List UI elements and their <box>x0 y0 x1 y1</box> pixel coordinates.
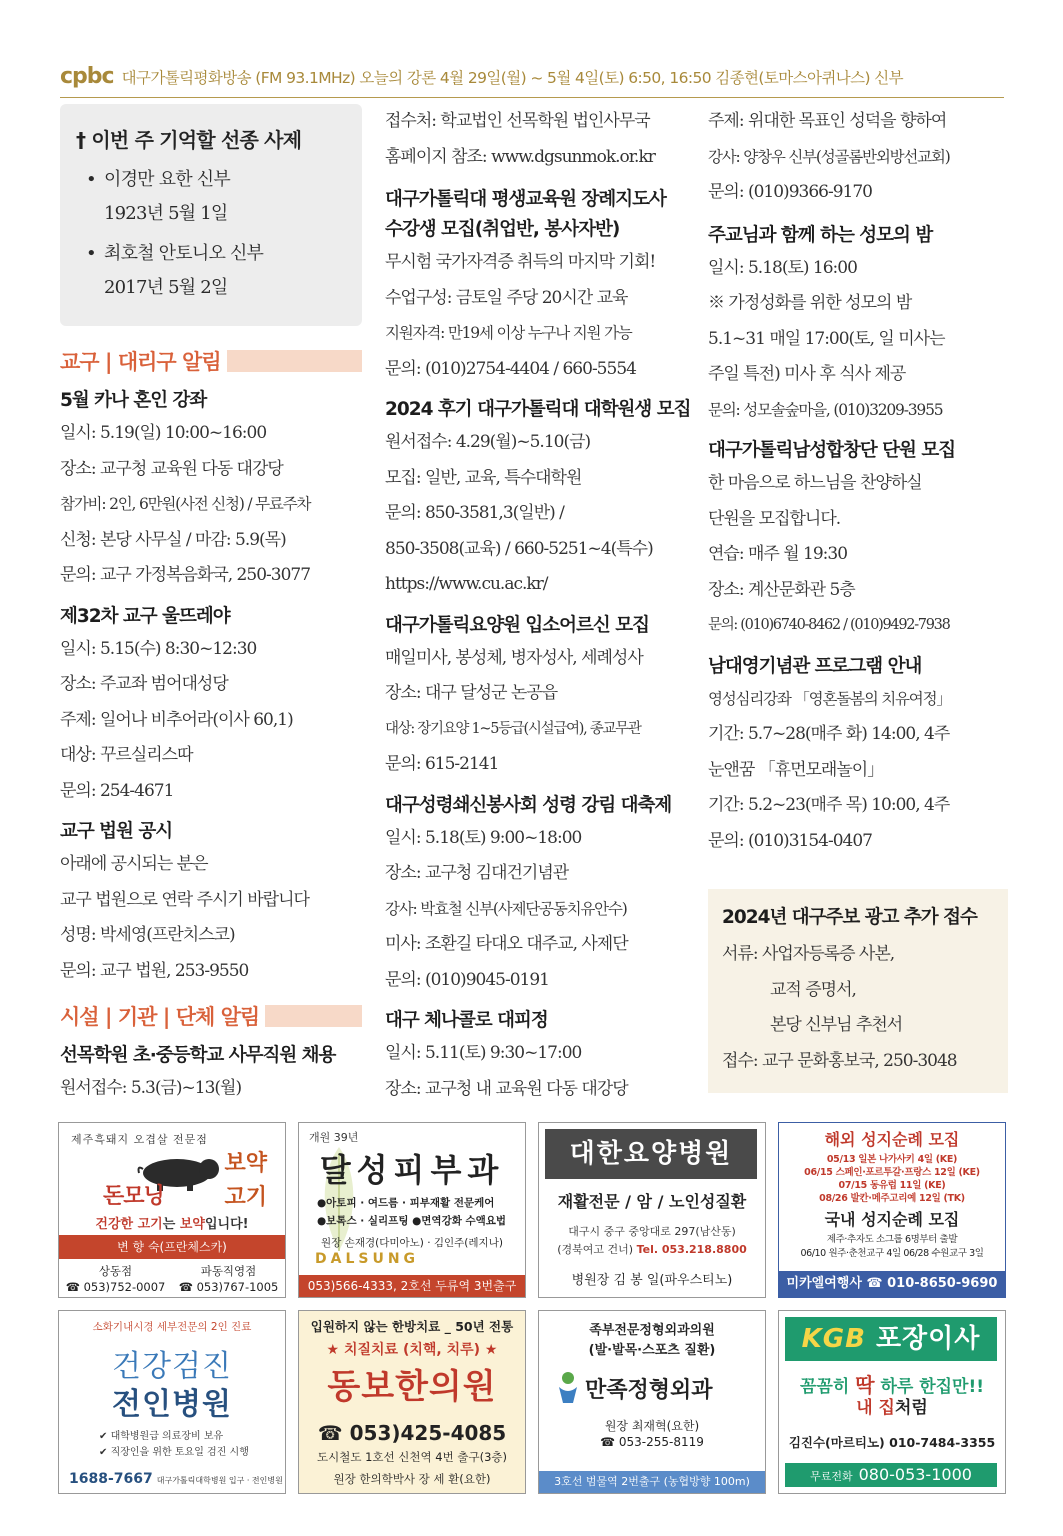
notice-line: 교적 증명서, <box>770 979 856 1000</box>
slogan-part: 보약 <box>179 1217 205 1232</box>
ad-tagline: 소화기내시경 세부전문의 2인 진료 <box>92 1321 252 1333</box>
notice-line: 원서접수: 5.3(금)~13(월) <box>60 1078 242 1098</box>
notice-line: 홈페이지 참조: www.dgsunmok.or.kr <box>385 146 655 167</box>
notice-line: 교구 법원으로 연락 주시기 바랍니다 <box>60 889 309 910</box>
ad-hospital-name: 전인병원 <box>112 1387 232 1422</box>
notice-line: 주일 특전) 미사 후 식사 제공 <box>708 364 906 384</box>
ad-trip: 08/26 발칸·메주고리예 12일 (TK) <box>819 1193 965 1204</box>
ad-moving-company[interactable] <box>778 1310 1006 1494</box>
ad-director: 원장 최재혁(요한) <box>604 1419 700 1433</box>
notice-line: 단원을 모집합니다. <box>708 508 841 529</box>
ad-oriental-clinic[interactable] <box>298 1310 526 1494</box>
page-header <box>60 56 1004 98</box>
slogan-part: 는 <box>162 1217 180 1232</box>
ad-since: 개원 39년 <box>309 1131 359 1144</box>
notice-line: 문의: 850-3581,3(일반) / <box>385 503 564 523</box>
slogan-part: 딱 <box>855 1373 875 1397</box>
ad-owner: 변 향 숙(프란체스카) <box>59 1235 285 1259</box>
branch-tel: ☎ 053)752-0007 <box>65 1280 166 1294</box>
notice-line: 본당 신부님 추천서 <box>770 1015 903 1035</box>
notice-line: 문의: (010)6740-8462 / (010)9492-7938 <box>708 617 950 633</box>
section-header-facility <box>60 999 362 1033</box>
foot-logo-icon <box>555 1371 581 1405</box>
section-title: 교구 | 대리구 알림 <box>60 350 221 374</box>
notice-line: 문의: 254-4671 <box>60 780 174 801</box>
ad-orthopedic[interactable] <box>538 1310 766 1494</box>
notice-line: 장소: 계산문화관 5층 <box>708 579 855 600</box>
ad-trip: 07/15 동유럽 11일 (KE) <box>838 1180 946 1191</box>
memorial-name: • 최호철 안토니오 신부 <box>104 243 264 264</box>
ad-title: 해외 성지순례 모집 <box>824 1130 960 1149</box>
ad-contact: 053)566-4333, 2호선 두류역 3번출구 <box>299 1275 525 1297</box>
notice-line: 문의: (010)2754-4404 / 660-5554 <box>385 358 636 379</box>
notice-line: 한 마음으로 하느님을 찬양하실 <box>708 473 922 493</box>
ad-clinic-name: 만족정형외과 <box>585 1378 713 1403</box>
notice-line: 서류: 사업자등록증 사본, <box>722 944 895 964</box>
notice-line: 일시: 5.11(토) 9:30~17:00 <box>385 1043 582 1063</box>
notice-line: 일시: 5.19(일) 10:00~16:00 <box>60 423 267 443</box>
notice-line: 눈앤꿈 「휴먼모래놀이」 <box>708 759 884 780</box>
ad-hospital-name: 대한요양병원 <box>545 1129 757 1179</box>
ad-owner: 김진수(마르티노) 010-7484-3355 <box>788 1435 996 1450</box>
notice-line: 일시: 5.15(수) 8:30~12:30 <box>60 638 257 659</box>
slogan-part: 입니다! <box>204 1217 249 1232</box>
ad-trip: 05/13 일본 나가사키 4일 (KE) <box>826 1154 958 1165</box>
notice-title: 선목학원 초·중등학교 사무직원 채용 <box>60 1045 336 1066</box>
address-part: (경북여고 건너) <box>557 1243 637 1256</box>
ad-location: 도시철도 1호선 신천역 4번 출구(3층) <box>317 1450 507 1464</box>
slogan-part: 내 집 <box>856 1398 895 1418</box>
ad-notice-box <box>708 889 1008 1093</box>
notice-line: 850-3508(교육) / 660-5251~4(특수) <box>385 538 653 559</box>
slogan-part: 하루 한집만!! <box>874 1377 984 1397</box>
memorial-date: 1923년 5월 1일 <box>104 203 228 224</box>
ad-director: 원장 한의학박사 장 세 환(요한) <box>333 1472 491 1486</box>
ad-address <box>539 1241 765 1257</box>
ad-tagline: 족부전문정형외과의원 <box>589 1323 715 1338</box>
ad-feature <box>99 1443 249 1458</box>
notice-line: 모집: 일반, 교육, 특수대학원 <box>385 467 582 488</box>
slogan-part: 처럼 <box>894 1398 928 1418</box>
notice-title: 대구성령쇄신봉사회 성령 강림 대축제 <box>385 794 672 816</box>
notice-title: 교구 법원 공시 <box>60 821 173 842</box>
notice-line: 일시: 5.18(토) 9:00~18:00 <box>385 827 582 848</box>
notice-line: 문의: (010)9366-9170 <box>708 182 872 202</box>
slogan-part: 꼼꼼히 <box>800 1377 856 1397</box>
ad-tagline: 입원하지 않는 한방치료 _ 50년 전통 <box>310 1319 514 1334</box>
notice-line: 참가비: 2인, 6만원(사전 신청) / 무료주차 <box>60 495 311 513</box>
free-call-tel: 080-053-1000 <box>858 1465 972 1484</box>
notice-line: 미사: 조환길 타대오 대주교, 사제단 <box>385 934 628 954</box>
memorial-item <box>76 163 346 231</box>
ad-slogan <box>59 1213 285 1232</box>
notice-line: 문의: (010)9045-0191 <box>385 969 549 990</box>
ad-doctors: 원장 손재경(다미아노) · 김인주(레지나) <box>321 1237 503 1249</box>
notice-title: 대구가톨릭요양원 입소어르신 모집 <box>385 614 649 636</box>
brand-rest: 포장이사 <box>865 1324 981 1354</box>
notice-line: 연습: 매주 월 19:30 <box>708 544 848 564</box>
contact-tel: 1688-7667 <box>69 1471 153 1487</box>
ad-english-name: DALSUNG <box>315 1251 420 1267</box>
check-icon: ✔ <box>99 1431 111 1442</box>
ad-trip: 06/15 스페인·포르투갈·프랑스 12일 (KE) <box>804 1167 980 1178</box>
ad-contact <box>69 1471 283 1487</box>
ad-clinic-name: 달성피부과 <box>319 1151 505 1189</box>
notice-line: 대상: 꾸르실리스따 <box>60 745 193 765</box>
ad-pilgrimage[interactable] <box>778 1122 1006 1298</box>
notice-title: 수강생 모집(취업반, 봉사자반) <box>385 219 620 240</box>
ad-contact: 미카엘여행사 ☎ 010-8650-9690 <box>779 1271 1005 1297</box>
notice-line: 5.1~31 매일 17:00(토, 일 미사는 <box>708 328 945 349</box>
notice-line: 대상: 장기요양 1~5등급(시설급여), 종교무관 <box>385 720 641 737</box>
notice-title: 남대영기념관 프로그램 안내 <box>708 655 922 677</box>
notice-line: ※ 가정성화를 위한 성모의 밤 <box>708 293 912 313</box>
column-2 <box>385 104 690 1107</box>
notice-line: 수업구성: 금토일 주당 20시간 교육 <box>385 287 628 308</box>
ad-pork-restaurant[interactable] <box>58 1122 286 1298</box>
branch-name: 파동직영점 <box>200 1264 257 1278</box>
notice-title: 주교님과 함께 하는 성모의 밤 <box>708 224 933 246</box>
ad-service: ●보톡스 · 실리프팅 ●면역강화 수액요법 <box>317 1215 507 1227</box>
ad-brand: 돈모닝 <box>103 1184 164 1209</box>
section-header-diocese <box>60 344 362 378</box>
notice-line: 무시험 국가자격증 취득의 마지막 기회! <box>385 252 656 272</box>
section-bar <box>227 350 362 372</box>
feature-text: 직장인을 위한 토요일 검진 시행 <box>110 1447 249 1458</box>
notice-line: 성명: 박세영(프란치스코) <box>60 925 235 945</box>
notice-line: 장소: 주교좌 범어대성당 <box>60 674 228 694</box>
ad-company-name <box>785 1317 997 1361</box>
notice-title: 대구가톨릭남성합창단 단원 모집 <box>708 440 956 461</box>
ad-title: 국내 성지순례 모집 <box>824 1210 960 1229</box>
notice-line: 문의: 교구 가정복음화국, 250-3077 <box>60 565 311 585</box>
section-title: 시설 | 기관 | 단체 알림 <box>60 1005 260 1029</box>
notice-line: 문의: 615-2141 <box>385 754 499 774</box>
ad-skin-clinic[interactable] <box>298 1122 526 1298</box>
notice-line: 문의: 성모솔숲마을, (010)3209-3955 <box>708 400 943 419</box>
notice-line: 접수처: 학교법인 선목학원 법인사무국 <box>385 111 650 131</box>
notice-line: 장소: 대구 달성군 논공읍 <box>385 683 558 703</box>
memorial-title: † 이번 주 기억할 선종 사제 <box>76 128 302 152</box>
contact-note: 대구가톨릭대학병원 입구 · 전인병원 <box>156 1476 283 1485</box>
notice-line: 문의: 교구 법원, 253-9550 <box>60 960 249 981</box>
notice-line: 기간: 5.7~28(매주 화) 14:00, 4주 <box>708 724 950 744</box>
ad-notice-title: 2024년 대구주보 광고 추가 접수 <box>722 907 977 928</box>
notice-line: 매일미사, 봉성체, 병자성사, 세례성사 <box>385 647 643 668</box>
free-call-label: 무료전화 <box>810 1470 853 1483</box>
notice-line: 영성심리강좌 「영혼돌봄의 치유여정」 <box>708 689 951 708</box>
column-1 <box>60 104 362 1107</box>
cpbc-logo: cpbc <box>60 64 114 89</box>
notice-title: 제32차 교구 울뜨레야 <box>60 605 230 627</box>
ad-trip: 제주·추자도 소그룹 6명부터 출발 <box>826 1234 958 1245</box>
ad-slogan <box>779 1393 1005 1418</box>
ad-specialty: ★ 치질치료 (치핵, 치루) ★ <box>326 1342 498 1358</box>
ad-vertical-text <box>224 1147 267 1215</box>
notice-line: 강사: 양창우 신부(성골롬반외방선교회) <box>708 147 950 166</box>
notice-line: 원서접수: 4.29(월)~5.10(금) <box>385 432 591 452</box>
ad-branch <box>59 1263 172 1295</box>
notice-line: 강사: 박효철 신부(사제단공동치유안수) <box>385 899 627 918</box>
feature-text: 대학병원급 의료장비 보유 <box>110 1431 224 1442</box>
memorial-name: • 이경만 요한 신부 <box>104 169 230 190</box>
notice-title: 대구 체나콜로 대피정 <box>385 1010 548 1031</box>
memorial-item <box>76 237 346 305</box>
branch-tel: ☎ 053)767-1005 <box>178 1280 279 1294</box>
ad-vertical-line: 보약 <box>224 1151 267 1176</box>
hospital-tel: Tel. 053.218.8800 <box>636 1243 747 1256</box>
ad-specialty: (발·발목·스포츠 질환) <box>588 1343 716 1358</box>
ad-location: 3호선 범물역 2번출구 (농협방향 100m) <box>539 1471 765 1493</box>
memorial-box <box>60 104 362 326</box>
ad-address: 대구시 중구 중앙대로 297(남산동) <box>568 1225 736 1238</box>
notice-title: 5월 카나 혼인 강좌 <box>60 390 207 411</box>
ad-contact <box>785 1463 997 1487</box>
notice-line: 장소: 교구청 내 교육원 다동 대강당 <box>385 1078 628 1099</box>
notice-line: 일시: 5.18(토) 16:00 <box>708 257 857 278</box>
ad-feature <box>99 1427 223 1442</box>
ad-phone: ☎ 053-255-8119 <box>600 1435 704 1449</box>
notice-title: 2024 후기 대구가톨릭대 대학원생 모집 <box>385 399 691 420</box>
ad-director: 병원장 김 봉 일(파우스티노) <box>571 1273 733 1288</box>
slogan-part: 건강한 고기 <box>95 1217 163 1232</box>
notice-line: 기간: 5.2~23(매주 목) 10:00, 4주 <box>708 795 950 815</box>
notice-line: 주제: 위대한 목표인 성덕을 향하여 <box>708 111 947 131</box>
notice-line: 주제: 일어나 비추어라(이사 60,1) <box>60 709 293 730</box>
ad-service-name: 건강검진 <box>112 1349 232 1384</box>
notice-line: 장소: 교구청 교육원 다동 대강당 <box>60 458 283 479</box>
ad-phone: ☎ 053)425-4085 <box>317 1421 507 1445</box>
notice-line: 접수: 교구 문화홍보국, 250-3048 <box>722 1050 957 1071</box>
notice-link[interactable]: https://www.cu.ac.kr/ <box>385 574 548 594</box>
broadcast-info: 대구가톨릭평화방송 (FM 93.1MHz) 오늘의 강론 4월 29일(월) ~ 5월 4일(토) 6:50, 16:50 김종현(토마스아퀴나스) 신부 <box>121 68 904 87</box>
memorial-date: 2017년 5월 2일 <box>104 277 228 298</box>
branch-name: 상동점 <box>98 1264 133 1278</box>
ad-nursing-hospital[interactable] <box>538 1122 766 1298</box>
notice-line: 아래에 공시되는 분은 <box>60 854 208 874</box>
ad-tagline: 제주흑돼지 오겹살 전문점 <box>71 1133 208 1146</box>
section-bar <box>265 1005 362 1027</box>
notice-line: 장소: 교구청 김대건기념관 <box>385 863 569 883</box>
check-icon: ✔ <box>99 1447 111 1458</box>
ad-checkup-hospital[interactable] <box>58 1310 286 1494</box>
notice-line: 지원자격: 만19세 이상 누구나 지원 가능 <box>385 324 632 342</box>
notice-line: 신청: 본당 사무실 / 마감: 5.9(목) <box>60 529 286 550</box>
ad-specialty: 재활전문 / 암 / 노인성질환 <box>557 1192 747 1211</box>
ad-branch <box>172 1263 285 1295</box>
notice-line: 문의: (010)3154-0407 <box>708 830 872 851</box>
column-3 <box>708 104 1008 1093</box>
ad-clinic-name: 동보한의원 <box>327 1367 497 1407</box>
ad-service: ●아토피 · 여드름 · 피부재활 전문케어 <box>317 1197 495 1209</box>
notice-title: 대구가톨릭대 평생교육원 장례지도사 <box>385 189 666 210</box>
brand-kgb: KGB <box>801 1324 866 1354</box>
ad-trip: 06/10 원주·춘천교구 4일 06/28 수원교구 3일 <box>800 1248 984 1259</box>
ad-vertical-line: 고기 <box>224 1185 267 1210</box>
